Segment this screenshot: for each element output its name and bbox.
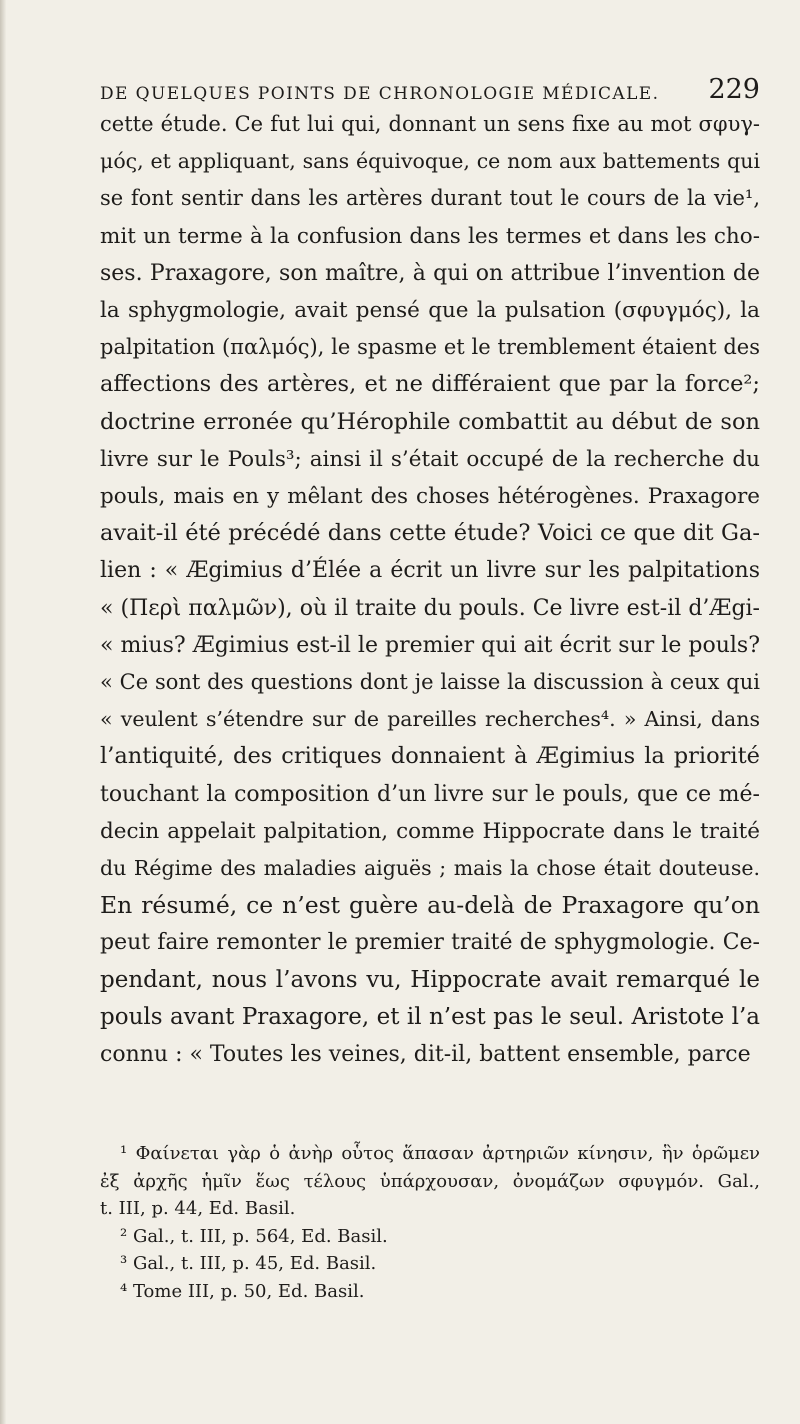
text-line: peut faire remonter le premier traité de sphygmologie. Ce-: [100, 930, 760, 956]
text-line: pendant, nous l’avons vu, Hippocrate avait remarqué le: [100, 966, 760, 993]
footnote-line: ¹ Φαίνεται γὰρ ὁ ἀνὴρ οὗτος ἅπασαν ἀρτηριῶν κίνησιν, ἣν ὁρῶμεν: [120, 1143, 760, 1164]
footnote-line: t. III, p. 44, Ed. Basil.: [100, 1198, 296, 1219]
text-line: touchant la composition d’un livre sur le pouls, que ce mé-: [100, 781, 760, 807]
footnote-line: ² Gal., t. III, p. 564, Ed. Basil.: [120, 1225, 388, 1247]
main-text: [100, 106, 760, 1073]
text-line: se font sentir dans les artères durant tout le cours de la vie¹,: [100, 186, 760, 211]
text-line: lien : « Ægimius d’Élée a écrit un livre sur les palpitations: [100, 558, 760, 584]
running-head: DE QUELQUES POINTS DE CHRONOLOGIE MÉDICALE.: [100, 84, 660, 104]
text-line: ses. Praxagore, son maître, à qui on attribue l’invention de: [100, 260, 760, 286]
text-line: « (Περὶ παλμῶν), où il traite du pouls. Ce livre est-il d’Ægi-: [100, 595, 760, 621]
text-line: μός, et appliquant, sans équivoque, ce nom aux battements qui: [100, 149, 760, 174]
text-line: connu : « Toutes les veines, dit-il, battent ensemble, parce: [100, 1042, 751, 1068]
page-number: 229: [708, 74, 760, 105]
footnote-line: ⁴ Tome III, p. 50, Ed. Basil.: [120, 1280, 365, 1302]
text-line: la sphygmologie, avait pensé que la pulsation (σφυγμός), la: [100, 298, 760, 324]
text-line: decin appelait palpitation, comme Hippocrate dans le traité: [100, 818, 760, 844]
footnote-line: ³ Gal., t. III, p. 45, Ed. Basil.: [120, 1253, 377, 1274]
text-line: doctrine erronée qu’Hérophile combattit au début de son: [100, 408, 760, 435]
text-line: palpitation (παλμός), le spasme et le tremblement étaient des: [100, 335, 760, 360]
text-line: pouls, mais en y mêlant des choses hétérogènes. Praxagore: [100, 484, 760, 510]
footnote-line: ἐξ ἀρχῆς ἡμῖν ἕως τέλους ὑπάρχουσαν, ὀνομάζων σφυγμόν. Gal.,: [100, 1170, 760, 1192]
text-line: « mius? Ægimius est-il le premier qui ait écrit sur le pouls?: [100, 632, 760, 658]
text-line: En résumé, ce n’est guère au-delà de Praxagore qu’on: [100, 891, 760, 920]
text-line: « veulent s’étendre sur de pareilles recherches⁴. » Ainsi, dans: [100, 707, 760, 732]
text-line: du Régime des maladies aiguës ; mais la chose était douteuse.: [100, 856, 760, 881]
text-line: cette étude. Ce fut lui qui, donnant un sens fixe au mot σφυγ-: [100, 112, 760, 136]
text-line: avait-il été précédé dans cette étude? Voici ce que dit Ga-: [100, 520, 760, 547]
page-edge-shadow: [0, 0, 6, 1424]
text-line: mit un terme à la confusion dans les termes et dans les cho-: [100, 223, 760, 249]
text-line: affections des artères, et ne différaient que par la force²;: [100, 371, 760, 398]
footnotes: [100, 1140, 760, 1305]
text-line: « Ce sont des questions dont je laisse la discussion à ceux qui: [100, 670, 760, 695]
text-line: l’antiquité, des critiques donnaient à Ægimius la priorité: [100, 743, 760, 770]
text-line: pouls avant Praxagore, et il n’est pas le seul. Aristote l’a: [100, 1003, 760, 1030]
text-line: livre sur le Pouls³; ainsi il s’était occupé de la recherche du: [100, 446, 760, 472]
